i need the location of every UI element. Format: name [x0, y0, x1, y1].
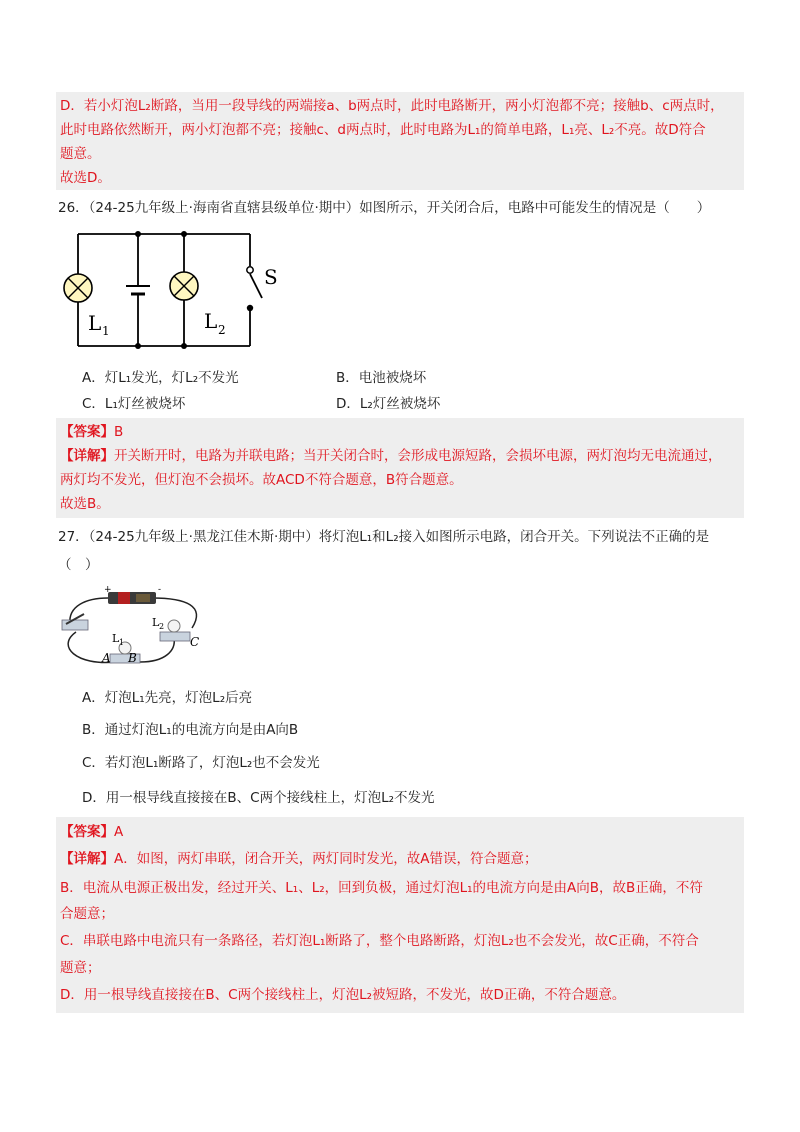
q27-detail-label: 【详解】: [60, 851, 114, 867]
q26-detail-label: 【详解】: [60, 448, 114, 464]
q27-answer-label: 【答案】: [60, 824, 114, 840]
q26-option-c[interactable]: C．L₁灯丝被烧坏: [82, 396, 186, 412]
q26-lamp1-sub: 1: [102, 324, 110, 338]
lamp-l1-icon: [64, 274, 92, 302]
q27-detail-line-5: 题意；: [60, 960, 101, 976]
q26-answer-box: [56, 418, 744, 518]
q27-detail-line-4: C．串联电路中电流只有一条路径，若灯泡L₁断路了，整个电路断路，灯泡L₂也不会发光，故C正确，不符合: [60, 933, 699, 949]
q26-switch-label: S: [264, 265, 278, 289]
q27-detail-line-1: A．如图，两灯串联，闭合开关，两灯同时发光，故A错误，符合题意；: [114, 851, 538, 867]
q27-detail-line-6: D．用一根导线直接接在B、C两个接线柱上，灯泡L₂被短路，不发光，故D正确，不符合题意。: [60, 987, 626, 1003]
q27-detail-line-2: B．电流从电源正极出发，经过开关、L₁、L₂，回到负极，通过灯泡L₁的电流方向是由A向B，故B正确，不符: [60, 880, 703, 896]
prev-answer-line-4: 故选D。: [60, 170, 111, 186]
battery-icon: [108, 592, 156, 604]
q26-answer: B: [114, 424, 124, 440]
q26-option-b[interactable]: B．电池被烧坏: [336, 370, 427, 386]
q27-option-c[interactable]: C．若灯泡L₁断路了，灯泡L₂也不会发光: [82, 755, 320, 771]
q27-l2-sub: 2: [159, 622, 165, 631]
q27-l1-sub: 1: [119, 638, 125, 647]
lamp-l2-icon: [170, 272, 198, 300]
q26-lamp2-sub: 2: [218, 323, 226, 337]
prev-answer-line-2: 此时电路依然断开，两小灯泡都不亮；接触c、d两点时，此时电路为L₁的简单电路，L₁亮、L₂不亮。故D符合: [60, 122, 706, 138]
q27-l2-label: L: [152, 616, 160, 629]
prev-answer-box: [56, 92, 744, 190]
q27-option-d[interactable]: D．用一根导线直接接在B、C两个接线柱上，灯泡L₂不发光: [82, 790, 435, 806]
q27-plus-label: +: [104, 585, 112, 595]
q26-stem: 26．（24-25九年级上·海南省直辖县级单位·期中）如图所示，开关闭合后，电路中可能发生的情况是（ ）: [58, 200, 711, 216]
q27-stem-line-1: 27．（24-25九年级上·黑龙江佳木斯·期中）将灯泡L₁和L₂接入如图所示电路，闭合开关。下列说法不正确的是: [58, 529, 710, 545]
q27-answer: A: [114, 824, 124, 840]
q27-l1-label: L: [112, 632, 120, 645]
q26-answer-label: 【答案】: [60, 424, 114, 440]
q27-circuit-picture: [56, 580, 220, 672]
q26-conclusion: 故选B。: [60, 496, 110, 512]
q27-answer-box: [56, 817, 744, 1013]
q27-stem-line-2: （ ）: [58, 557, 99, 573]
q26-lamp2-label: L: [204, 309, 218, 333]
q26-option-d[interactable]: D．L₂灯丝被烧坏: [336, 396, 441, 412]
q27-terminal-b: B: [128, 651, 137, 665]
q27-option-a[interactable]: A．灯泡L₁先亮，灯泡L₂后亮: [82, 690, 253, 706]
bulb-l2-icon: [160, 620, 190, 641]
q27-option-b[interactable]: B．通过灯泡L₁的电流方向是由A向B: [82, 722, 299, 738]
q26-circuit-diagram: [60, 228, 280, 354]
q27-terminal-c: C: [190, 635, 200, 649]
q27-minus-label: -: [158, 585, 162, 595]
q26-lamp1-label: L: [88, 311, 102, 335]
q27-detail-line-3: 合题意；: [60, 906, 114, 922]
q27-terminal-a: A: [102, 651, 111, 665]
prev-answer-line-1: D．若小灯泡L₂断路，当用一段导线的两端接a、b两点时，此时电路断开，两小灯泡都不亮；接触b、c两点时，: [60, 98, 724, 114]
q26-option-a[interactable]: A．灯L₁发光，灯L₂不发光: [82, 370, 239, 386]
switch-icon: [62, 614, 88, 630]
q26-detail-line-2: 两灯均不发光，但灯泡不会损坏。故ACD不符合题意，B符合题意。: [60, 472, 463, 488]
q26-detail-line-1: 开关断开时，电路为并联电路；当开关闭合时，会形成电源短路，会损坏电源，两灯泡均无电流通过，: [114, 448, 722, 464]
prev-answer-line-3: 题意。: [60, 146, 101, 162]
